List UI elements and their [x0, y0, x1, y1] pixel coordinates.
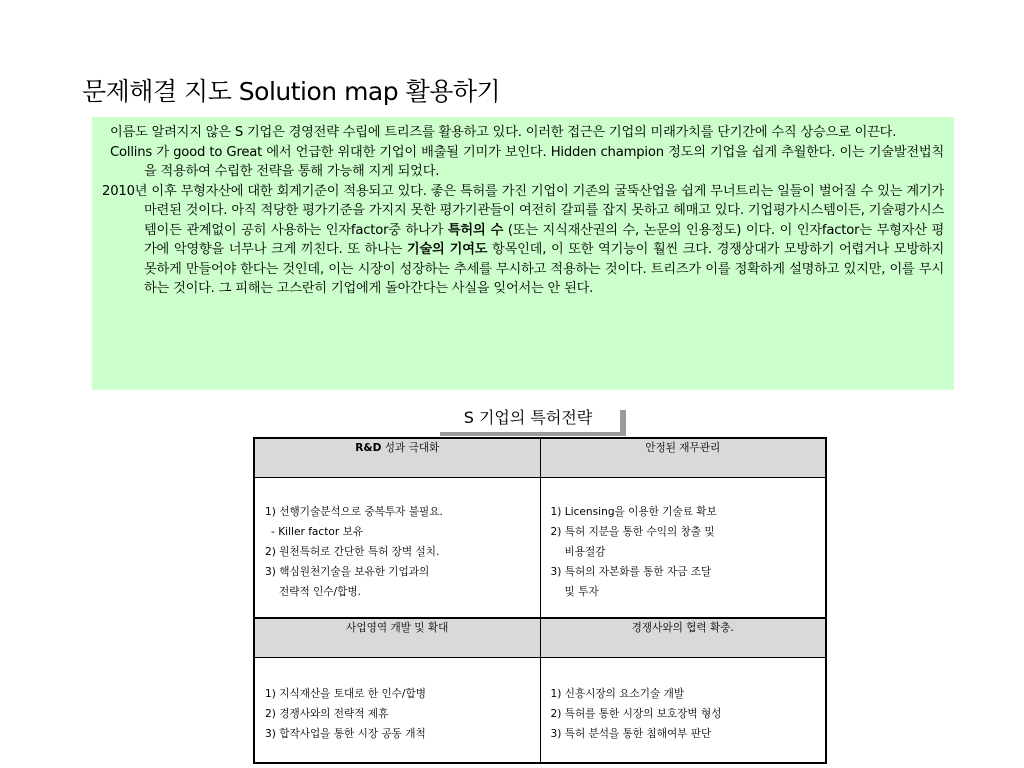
stable-item-3: 3) 특허의 자본화를 통한 자금 조달 — [550, 565, 712, 578]
paragraph-3-bold-tech-contribution: 기술의 기여도 — [406, 242, 488, 257]
stable-item-1: 1) Licensing을 이용한 기술료 확보 — [550, 505, 717, 518]
paragraph-3-part-c: (또는 지식재산권의 수, 논문의 인용정도) 이다. 이 인자factor는 무형자산 평가에 악영향을 너무나 크게 끼친다. 또 하나는 — [144, 222, 944, 257]
cell-rd-items — [254, 477, 540, 618]
paragraph-1: 이름도 알려지지 않은 S 기업은 경영전략 수립에 트리즈를 활용하고 있다. 이러한 접근은 기업의 미래가치를 단기간에 수직 상승으로 이끈다. — [110, 125, 897, 140]
stable-item-3-cont: 및 투자 — [564, 585, 599, 598]
cell-stable-items — [540, 477, 826, 618]
business-item-3: 3) 합작사업을 통한 시장 공동 개척 — [265, 727, 426, 740]
rd-item-1: 1) 선행기술분석으로 중복투자 불필요. — [265, 505, 443, 518]
rd-item-1-sub: - Killer factor 보유 — [271, 525, 364, 538]
business-item-1: 1) 지식재산을 토대로 한 인수/합병 — [265, 687, 426, 700]
cooperation-item-1: 1) 신흥시장의 요소기술 개발 — [550, 687, 685, 700]
rd-item-2: 2) 원천특허로 간단한 특허 장벽 설치. — [265, 545, 440, 558]
cell-business-items — [254, 657, 540, 763]
rd-item-3: 3) 핵심원천기술을 보유한 기업과의 — [265, 565, 430, 578]
patent-strategy-table — [253, 437, 827, 764]
summary-text-box — [92, 117, 954, 390]
header-rd-bold: R&D — [355, 442, 382, 454]
paragraph-3-part-a: 2010년 이후 무형자산에 대한 회계기준이 적용되고 있다. 좋은 특허를 가진 기업이 기존의 굴뚝산업을 쉽게 무너트리는 일들이 벌어질 수 있는 계기가 마련된 것이다. 아직 적당한 평가기준을 가지지 못한 평가기관들이 여전히 갈피를 잡지 못하고 헤매고 있다. 기업평가시스템이든, 기술평가시스템이든 관계없이 공히 사용하는 인자factor중 하나가 — [102, 183, 944, 238]
header-rd-rest: 성과 극대화 — [381, 442, 440, 454]
cooperation-item-2: 2) 특허를 통한 시장의 보호장벽 형성 — [550, 707, 722, 720]
cell-cooperation-items — [540, 657, 826, 763]
cooperation-item-3: 3) 특허 분석을 통한 침해여부 판단 — [550, 727, 712, 740]
page-title: 문제해결 지도 Solution map 활용하기 — [82, 77, 501, 106]
header-rd-maximization — [254, 438, 540, 477]
business-item-2: 2) 경쟁사와의 전략적 제휴 — [265, 707, 389, 720]
paragraph-3 — [100, 182, 944, 299]
strategy-title: S 기업의 특허전략 — [436, 406, 620, 432]
stable-item-2-cont: 비용절감 — [564, 545, 606, 558]
header-competitor-cooperation: 경쟁사와의 협력 확충. — [540, 618, 826, 657]
strategy-title-box — [436, 406, 626, 436]
stable-item-2: 2) 특허 지분을 통한 수익의 창출 및 — [550, 525, 715, 538]
paragraph-3-part-d: 항목인데, 이 또한 역기능이 훨씬 크다. 경쟁상대가 모방하기 어렵거나 모방하지 못하게 만들어야 한다는 것인데, 이는 시장이 성장하는 추세를 무시하고 적용하는 것이다. 트리즈가 이를 정확하게 설명하고 있지만, 이를 무시하는 것이다. 그 피해는 고스란히 기업에게 돌아간다는 사실을 잊어서는 안 된다. — [144, 242, 944, 296]
rd-item-3-cont: 전략적 인수/합병. — [279, 585, 361, 598]
paragraph-2: Collins 가 good to Great 에서 언급한 위대한 기업이 배출될 기미가 보인다. Hidden champion 정도의 기업을 쉽게 추월한다. 이는 기술발전법칙을 적용하여 수립한 전략을 통해 가능해 지게 되었다. — [110, 144, 944, 179]
header-business-expansion: 사업영역 개발 및 확대 — [254, 618, 540, 657]
paragraph-3-bold-patent-count: 특허의 수 — [447, 222, 504, 238]
header-stable-finance: 안정된 재무관리 — [540, 438, 826, 477]
